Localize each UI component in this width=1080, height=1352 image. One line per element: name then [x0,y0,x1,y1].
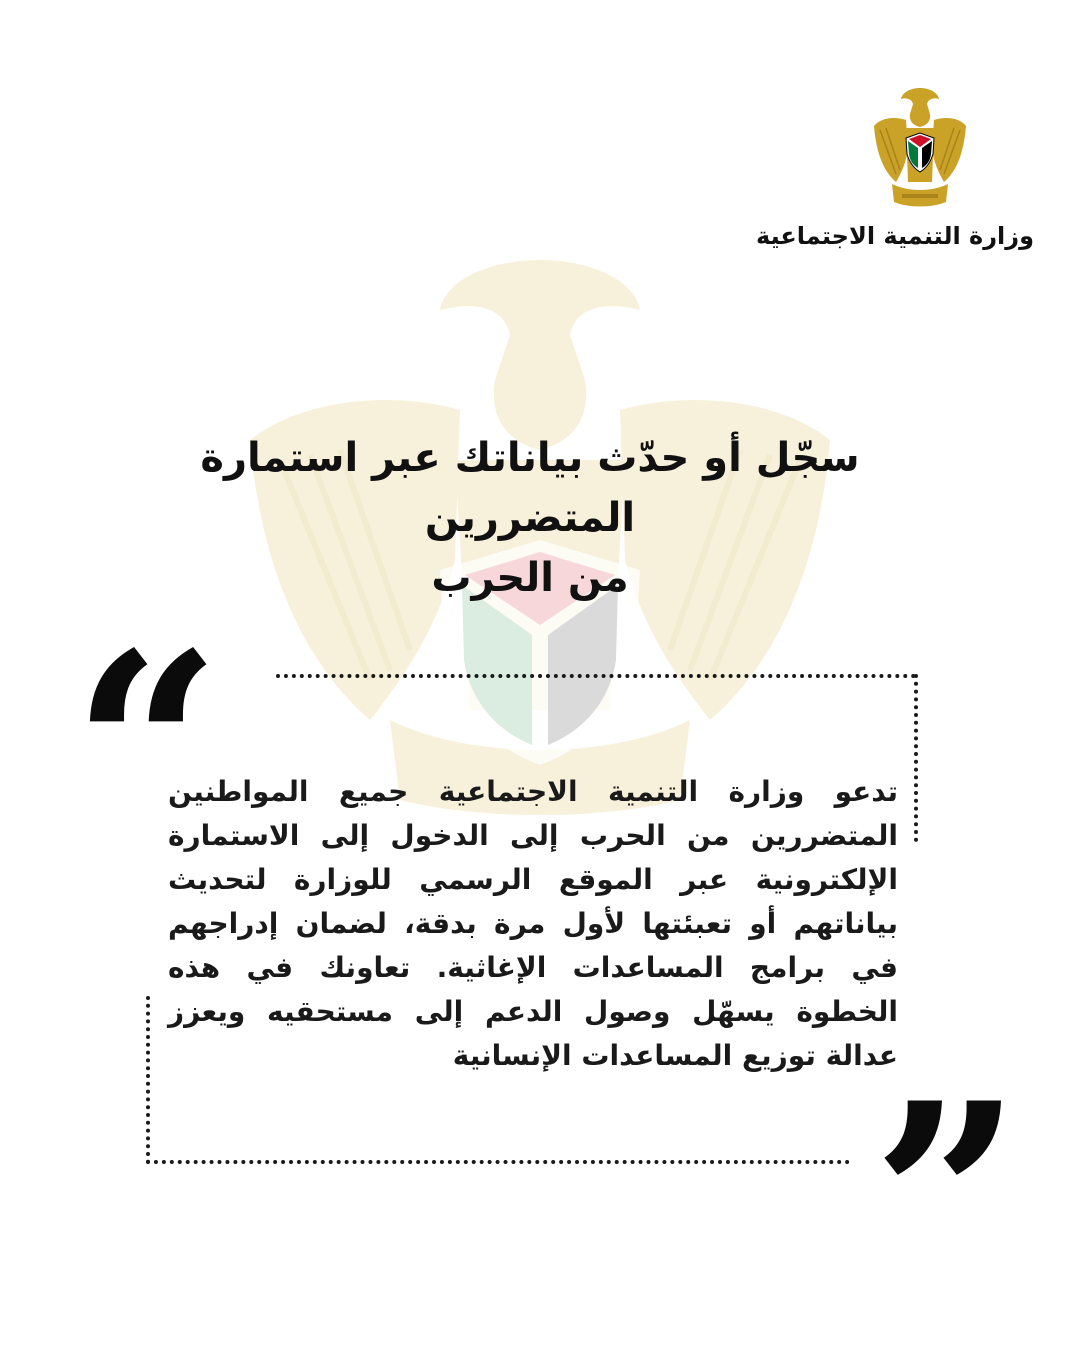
dotted-divider-left [146,996,150,1164]
announcement-text: تدعو وزارة التنمية الاجتماعية جميع المواطنين المتضررين من الحرب إلى الدخول إلى الاستمارة الإلكترونية عبر الموقع الرسمي للوزارة لتحديث بياناتهم أو تعبئتها لأول مرة بدقة، لضمان إدراجهم في برامج المساعدات الإغاثية. تعاونك في هذه الخطوة يسهّل وصول الدعم إلى مستحقيه ويعزز عدالة توزيع المساعدات الإنسانية [168,775,898,1072]
headline-line-1: سجّل أو حدّث بياناتك عبر استمارة المتضررين [200,435,860,541]
close-quote-mark: ” [872,1047,1022,1352]
headline [140,428,920,608]
headline-line-2: من الحرب [431,555,629,601]
dotted-divider-right [914,674,918,842]
ministry-name: وزارة التنمية الاجتماعية [756,222,1034,250]
dotted-divider-bottom [146,1160,850,1164]
dotted-divider-top [276,674,916,678]
palestine-eagle-emblem-icon [872,84,968,214]
open-quote-mark: “ [72,597,222,902]
